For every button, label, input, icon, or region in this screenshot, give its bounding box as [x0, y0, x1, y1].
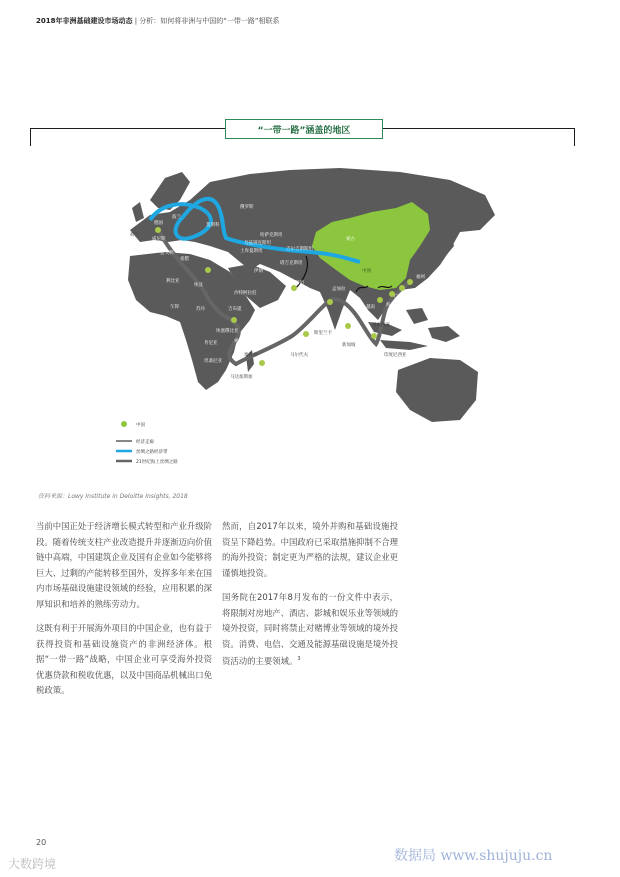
- label-egypt: 埃及: [194, 283, 203, 288]
- section-subtitle: | 分析：如何将非洲与中国的“一带一路”相联系: [134, 17, 280, 25]
- legend-china: 中国: [136, 423, 145, 428]
- label-libya: 利比亚: [166, 279, 180, 284]
- report-title: 2018年非洲基础建设市场动态: [36, 17, 133, 25]
- label-vietnam: 越南: [366, 305, 375, 310]
- label-greece: 希腊: [180, 257, 189, 262]
- label-tanzania: 坦桑尼亚: [204, 359, 222, 364]
- city-dot: [399, 285, 405, 291]
- label-turkey: 土耳其: [202, 251, 216, 256]
- footnote-mark: 3: [297, 656, 301, 662]
- label-moscow: 莫斯科: [206, 223, 220, 228]
- label-fuzhou: 福州: [416, 275, 425, 280]
- label-myanmar: 缅甸: [348, 295, 357, 300]
- page-header: [36, 16, 280, 26]
- map-legend: [116, 421, 178, 465]
- label-madagascar: 马达加斯加: [230, 375, 253, 380]
- label-china: 中国: [362, 269, 371, 274]
- city-dot: [371, 333, 377, 339]
- figure-title: “一带一路”涵盖的地区: [225, 119, 383, 139]
- city-dot: [327, 299, 333, 305]
- label-netherlands: 荷兰: [130, 233, 139, 238]
- city-dot: [259, 360, 265, 366]
- page-number: 20: [36, 838, 47, 847]
- city-dot: [205, 267, 211, 273]
- label-saudi: 沙特阿拉伯: [234, 291, 257, 296]
- paragraph: [222, 590, 398, 669]
- paragraph: 然而，自2017年以来，境外并购和基础设施投资呈下降趋势。中国政府已采取措施抑制不合理的海外投资；制定更为严格的法规，建议企业更谨慎地投资。: [222, 521, 398, 578]
- label-seychelles: 塞舌尔: [244, 353, 258, 358]
- label-russia: 俄罗斯: [240, 205, 254, 210]
- label-djibouti: 吉布提: [228, 307, 242, 312]
- city-dot: [231, 317, 237, 323]
- belt-and-road-map: [110, 160, 500, 470]
- label-philippines: 菲律宾: [414, 303, 428, 308]
- label-india: 印度: [306, 291, 315, 296]
- paragraph: 这既有利于开展海外项目的中国企业，也有益于获得投资和基础设施资产的非洲经济体。根据“一带一路”战略，中国企业可享受海外投资优惠贷款和税收优惠，以及中国商品机械出口免税政策。: [36, 623, 212, 695]
- legend-maritime: 21世纪海上丝绸之路: [136, 460, 178, 465]
- label-singapore: 新加坡: [342, 343, 356, 348]
- label-indonesia: 印度尼西亚: [384, 353, 407, 358]
- label-haikou: 海口: [386, 303, 395, 308]
- watermark-right: 数据局 www.shujuju.cn: [394, 848, 553, 864]
- watermark-left: 大数跨境: [8, 857, 57, 871]
- label-turkmenistan: 土库曼斯坦: [240, 249, 263, 254]
- label-kyrgyzstan: 吉尔吉斯斯坦: [286, 247, 313, 252]
- label-gwadar: 瓜达尔: [292, 293, 306, 298]
- label-hk: 香港: [406, 291, 415, 296]
- label-tajikistan: 塔吉克斯坦: [280, 261, 303, 266]
- label-maldives: 马尔代夫: [290, 353, 308, 358]
- label-germany: 德国: [154, 221, 163, 226]
- label-uzbekistan: 乌兹别克斯坦: [244, 241, 271, 246]
- city-dot: [155, 227, 161, 233]
- label-sudan: 苏丹: [196, 307, 205, 312]
- label-ethiopia: 埃塞俄比亚: [216, 329, 239, 334]
- city-dot: [407, 279, 413, 285]
- label-chad: 乍得: [170, 305, 179, 310]
- label-srilanka: 斯里兰卡: [314, 331, 332, 336]
- label-guangzhou: 广州: [394, 295, 403, 300]
- figure-source: 资料来源：Lowy Institute in Deloitte Insights, 2018: [38, 493, 188, 500]
- label-pakistan: 巴基斯坦: [286, 281, 304, 286]
- label-poland: 波兰: [172, 215, 181, 220]
- text-column-right: [222, 519, 398, 678]
- label-venice: 威尼斯: [152, 237, 166, 242]
- label-somalia: 索马里: [234, 339, 248, 344]
- text-column-left: [36, 519, 212, 708]
- paragraph: 当前中国正处于经济增长模式转型和产业升级阶段。随着传统支柱产业改造提升并逐渐迈向价值链中高端，中国建筑企业及国有企业如今能够将巨大、过剩的产能转移至国外，发挥多年来在国内市场基础设施建设领域的经验，应用积累的深厚知识和培养的熟练劳动力。: [36, 521, 212, 609]
- label-italy: 意大利: [160, 251, 174, 256]
- city-dot: [377, 297, 383, 303]
- paragraph-text: 国务院在2017年8月发布的一份文件中表示，将限制对房地产、酒店、影城和娱乐业等领域的境外投资，同时将禁止对赌博业等领域的境外投资。消费、电信、交通及能源基础设施是境外投资活动的主要领域。: [222, 592, 398, 666]
- legend-silk-road: 丝绸之路经济带: [136, 450, 168, 455]
- label-mongolia: 蒙古: [346, 237, 355, 242]
- label-kenya: 肯尼亚: [204, 341, 218, 346]
- legend-corridor: 经济走廊: [136, 440, 154, 445]
- label-iran: 伊朗: [254, 269, 263, 274]
- label-kazakhstan: 哈萨克斯坦: [260, 233, 283, 238]
- label-bangladesh: 孟加拉: [332, 287, 346, 292]
- city-dot: [345, 323, 351, 329]
- label-malaysia: 马来西亚: [372, 323, 390, 328]
- city-dot: [303, 331, 309, 337]
